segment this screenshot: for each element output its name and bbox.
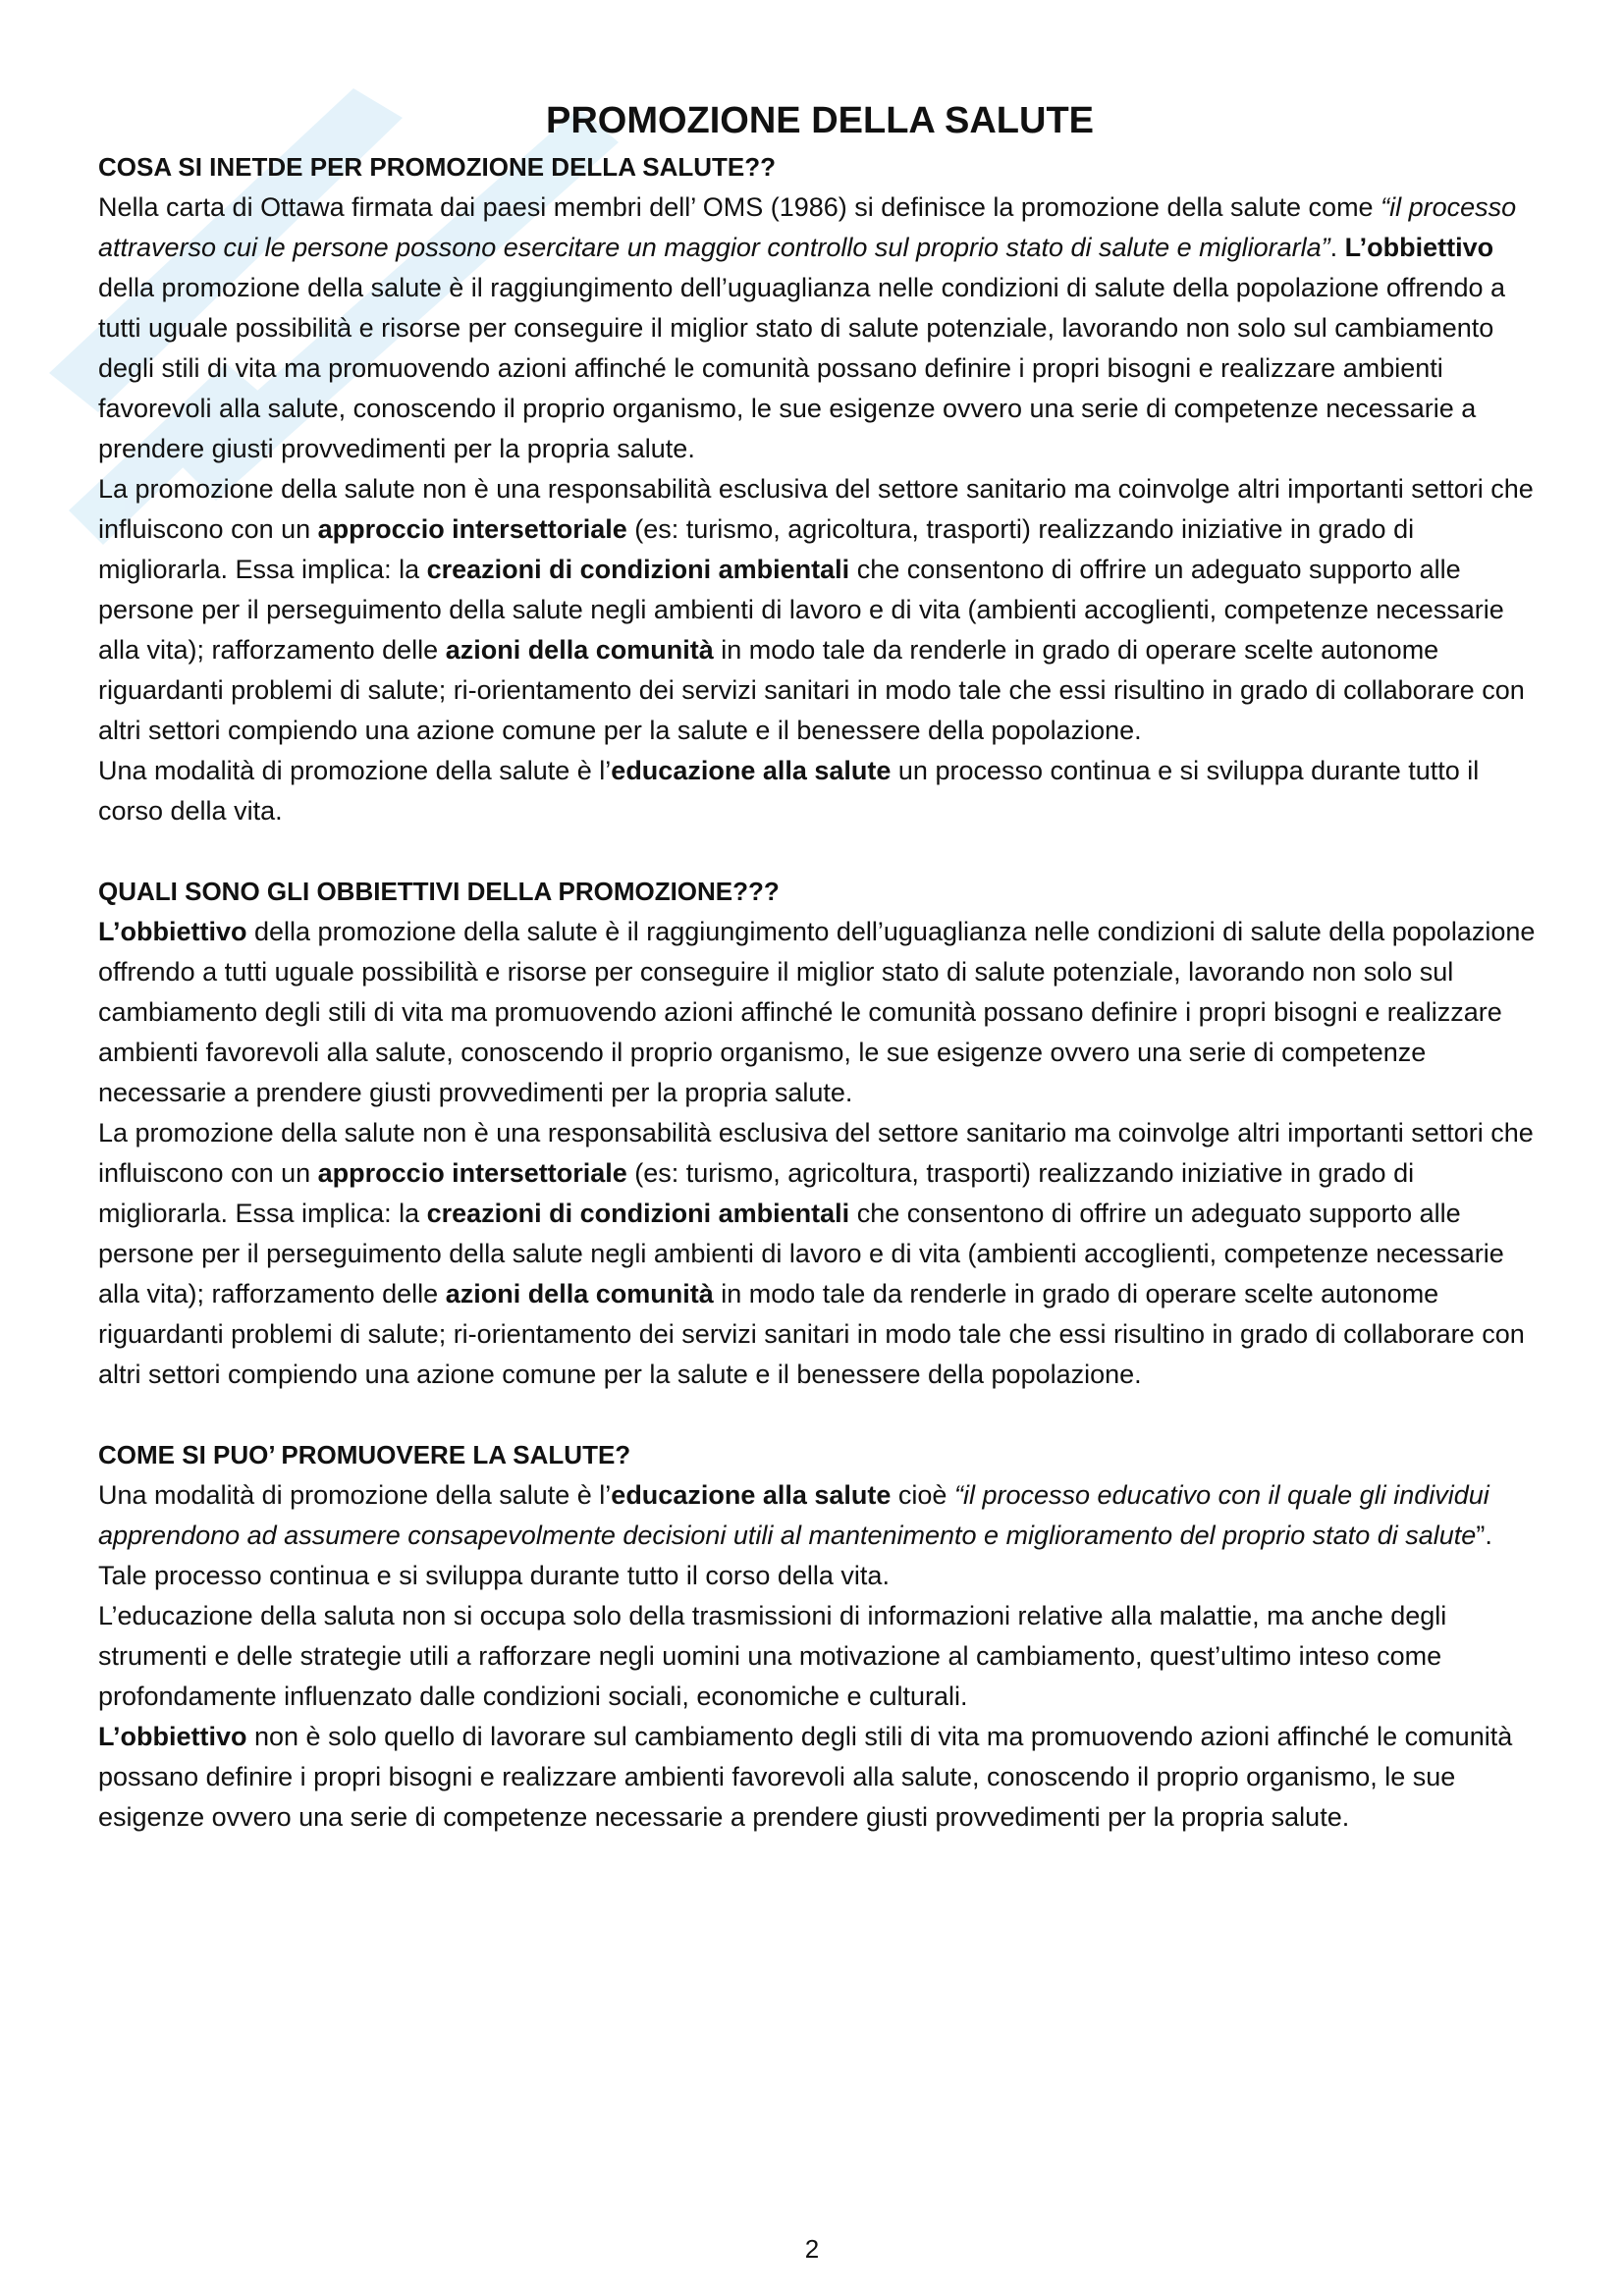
document-body xyxy=(98,147,1542,1838)
text-run: (es: turismo, agricoltura, trasporti) realizzando iniziative in grado di migliorarla. Essa implica: la xyxy=(98,1158,1415,1228)
bold-text: educazione alla salute xyxy=(611,1480,892,1510)
section-2 xyxy=(98,872,1542,1395)
paragraph xyxy=(98,469,1542,751)
text-run: cioè xyxy=(891,1480,954,1510)
section-heading: QUALI SONO GLI OBBIETTIVI DELLA PROMOZIONE??? xyxy=(98,877,780,906)
text-run: un processo continua e si sviluppa durante tutto il corso della vita. xyxy=(98,756,1480,826)
text-run: in modo tale da renderle in grado di operare scelte autonome riguardanti problemi di salute; ri-orientamento dei servizi sanitari in modo tale che essi risultino in grado di collaborare con altri settori compiendo una azione comune per la salute e il benessere della popolazione. xyxy=(98,635,1525,745)
paragraph xyxy=(98,1596,1542,1717)
text-run: Una modalità di promozione della salute è l’ xyxy=(98,756,612,785)
paragraph xyxy=(98,1717,1542,1838)
section-spacer xyxy=(98,1395,1542,1435)
text-run: L’educazione della saluta non si occupa solo della trasmissioni di informazioni relative alla malattie, ma anche degli strumenti e delle strategie utili a rafforzare negli uomini una motivazione al cambiamento, quest’ultimo inteso come profondamente influenzato dalle condizioni sociali, economiche e culturali. xyxy=(98,1601,1447,1711)
text-run: in modo tale da renderle in grado di operare scelte autonome riguardanti problemi di salute; ri-orientamento dei servizi sanitari in modo tale che essi risultino in grado di collaborare con altri settori compiendo una azione comune per la salute e il benessere della popolazione. xyxy=(98,1279,1525,1389)
paragraph xyxy=(98,1113,1542,1395)
bold-text: creazioni di condizioni ambientali xyxy=(426,555,850,584)
section-1 xyxy=(98,147,1542,831)
section-spacer xyxy=(98,831,1542,872)
paragraph xyxy=(98,187,1542,469)
bold-text: approccio intersettoriale xyxy=(317,1158,627,1188)
text-run: non è solo quello di lavorare sul cambiamento degli stili di vita ma promuovendo azioni affinché le comunità possano definire i propri bisogni e realizzare ambienti favorevoli alla salute, conoscendo il proprio organismo, le sue esigenze ovvero una serie di competenze necessarie a prendere giusti provvedimenti per la propria salute. xyxy=(98,1722,1513,1832)
paragraph xyxy=(98,1475,1542,1596)
text-run: che consentono di offrire un adeguato supporto alle persone per il perseguimento della salute negli ambienti di lavoro e di vita (ambienti accoglienti, competenze necessarie alla vita); rafforzamento delle xyxy=(98,555,1504,665)
text-run: Una modalità di promozione della salute è l’ xyxy=(98,1480,612,1510)
bold-text: educazione alla salute xyxy=(611,756,892,785)
paragraph xyxy=(98,751,1542,831)
paragraph xyxy=(98,912,1542,1113)
text-run: della promozione della salute è il raggiungimento dell’uguaglianza nelle condizioni di salute della popolazione offrendo a tutti uguale possibilità e risorse per conseguire il miglior stato di salute potenziale, lavorando non solo sul cambiamento degli stili di vita ma promuovendo azioni affinché le comunità possano definire i propri bisogni e realizzare ambienti favorevoli alla salute, conoscendo il proprio organismo, le sue esigenze ovvero una serie di competenze necessarie a prendere giusti provvedimenti per la propria salute. xyxy=(98,917,1536,1107)
document-page xyxy=(98,98,1542,1838)
bold-text: azioni della comunità xyxy=(445,1279,714,1308)
section-heading: COSA SI INETDE PER PROMOZIONE DELLA SALUTE?? xyxy=(98,152,776,182)
bold-text: approccio intersettoriale xyxy=(317,514,627,544)
bold-text: L’obbiettivo xyxy=(98,917,247,946)
bold-text: creazioni di condizioni ambientali xyxy=(426,1199,850,1228)
page-number: 2 xyxy=(804,2234,820,2264)
bold-text: L’obbiettivo xyxy=(1344,233,1494,262)
text-run: della promozione della salute è il raggiungimento dell’uguaglianza nelle condizioni di salute della popolazione offrendo a tutti uguale possibilità e risorse per conseguire il miglior stato di salute potenziale, lavorando non solo sul cambiamento degli stili di vita ma promuovendo azioni affinché le comunità possano definire i propri bisogni e realizzare ambienti favorevoli alla salute, conoscendo il proprio organismo, le sue esigenze ovvero una serie di competenze necessarie a prendere giusti provvedimenti per la propria salute. xyxy=(98,273,1505,463)
text-run: . xyxy=(1329,233,1345,262)
text-run: La promozione della salute non è una responsabilità esclusiva del settore sanitario ma coinvolge altri importanti settori che influiscono con un xyxy=(98,474,1534,544)
text-run: La promozione della salute non è una responsabilità esclusiva del settore sanitario ma coinvolge altri importanti settori che influiscono con un xyxy=(98,1118,1534,1188)
section-3 xyxy=(98,1435,1542,1838)
quote-text: “il processo attraverso cui le persone possono esercitare un maggior controllo sul proprio stato di salute e migliorarla” xyxy=(98,192,1517,262)
text-run: Nella carta di Ottawa firmata dai paesi membri dell’ OMS (1986) si definisce la promozione della salute come xyxy=(98,192,1381,222)
page-title: PROMOZIONE DELLA SALUTE xyxy=(545,100,1095,141)
bold-text: L’obbiettivo xyxy=(98,1722,247,1751)
bold-text: azioni della comunità xyxy=(445,635,714,665)
text-run: ”. Tale processo continua e si sviluppa durante tutto il corso della vita. xyxy=(98,1521,1492,1590)
section-heading: COME SI PUO’ PROMUOVERE LA SALUTE? xyxy=(98,1440,631,1469)
quote-text: “il processo educativo con il quale gli individui apprendono ad assumere consapevolmente decisioni utili al mantenimento e miglioramento del proprio stato di salute xyxy=(98,1480,1489,1550)
text-run: che consentono di offrire un adeguato supporto alle persone per il perseguimento della salute negli ambienti di lavoro e di vita (ambienti accoglienti, competenze necessarie alla vita); rafforzamento delle xyxy=(98,1199,1504,1308)
text-run: (es: turismo, agricoltura, trasporti) realizzando iniziative in grado di migliorarla. Essa implica: la xyxy=(98,514,1415,584)
